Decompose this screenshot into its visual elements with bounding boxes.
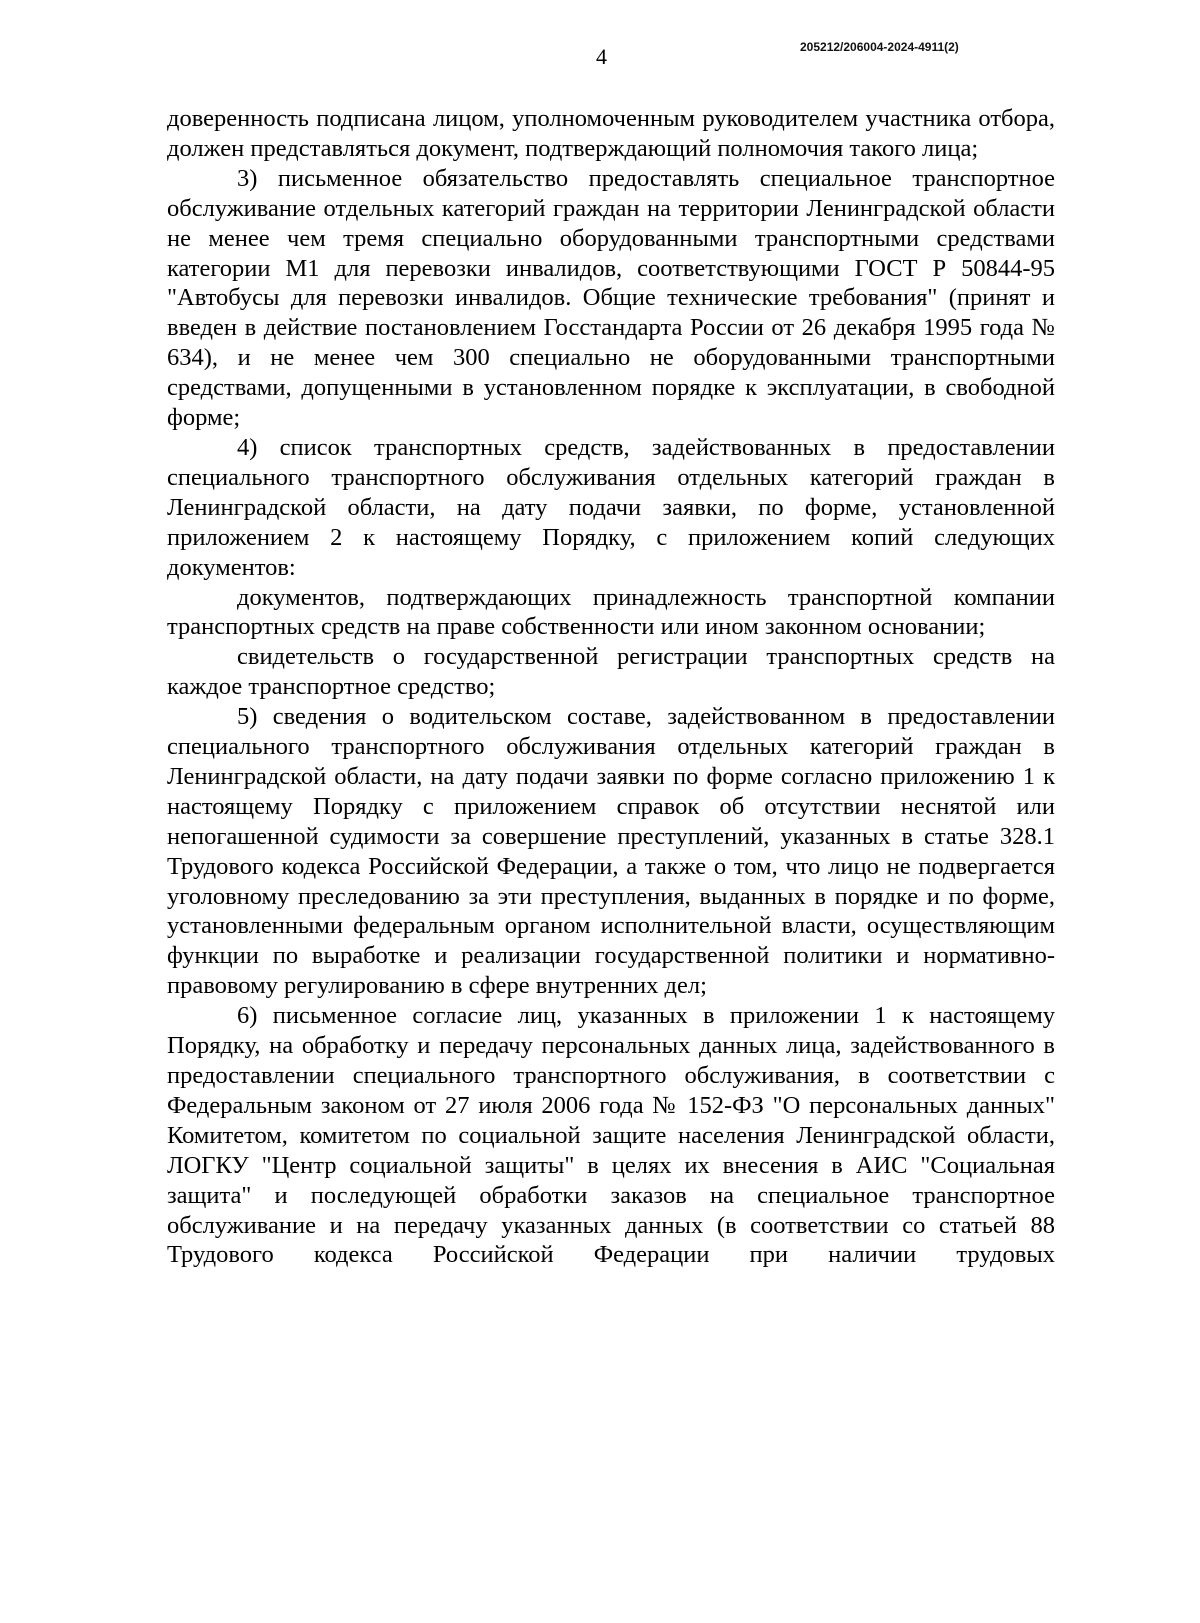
paragraph-ownership-documents: документов, подтверждающих принадлежность транспортной компании транспортных средств на праве собственности или ином законном основании;	[167, 583, 1055, 641]
paragraph-item-5: 5) сведения о водительском составе, задействованном в предоставлении специального транспортного обслуживания отдельных категорий граждан в Ленинградской области, на дату подачи заявки по форме согласно приложению 1 к настоящему Порядку с приложением справок об отсутствии неснятой или непогашенной судимости за совершение преступлений, указанных в статье 328.1 Трудового кодекса Российской Федерации, а также о том, что лицо не подвергается уголовному преследованию за эти преступления, выданных в порядке и по форме, установленными федеральным органом исполнительной власти, осуществляющим функции по выработке и реализации государственной политики и нормативно-правовому регулированию в сфере внутренних дел;	[167, 703, 1055, 1000]
page-number: 4	[596, 44, 607, 69]
paragraph-item-6: 6) письменное согласие лиц, указанных в приложении 1 к настоящему Порядку, на обработку и передачу персональных данных лица, задействованного в предоставлении специального транспортного обслуживания, в соответствии с Федеральным законом от 27 июля 2006 года № 152-ФЗ "О персональных данных" Комитетом, комитетом по социальной защите населения Ленинградской области, ЛОГКУ "Центр социальной защиты" в целях их внесения в АИС "Социальная защита" и последующей обработки заказов на специальное транспортное обслуживание и на передачу указанных данных (в соответствии со статьей 88 Трудового кодекса Российской Федерации при наличии трудовых	[167, 1002, 1055, 1269]
paragraph-registration-certificates: свидетельств о государственной регистрации транспортных средств на каждое транспортное средство;	[167, 643, 1055, 701]
paragraph-item-4: 4) список транспортных средств, задействованных в предоставлении специального транспортного обслуживания отдельных категорий граждан в Ленинградской области, на дату подачи заявки, по форме, установленной приложением 2 к настоящему Порядку, с приложением копий следующих документов:	[167, 433, 1055, 581]
document-body	[167, 104, 1055, 1270]
paragraph-power-of-attorney: доверенность подписана лицом, уполномоченным руководителем участника отбора, должен представляться документ, подтверждающий полномочия такого лица;	[167, 105, 1055, 162]
paragraph-item-3: 3) письменное обязательство предоставлять специальное транспортное обслуживание отдельных категорий граждан на территории Ленинградской области не менее чем тремя специально оборудованными транспортными средствами категории М1 для перевозки инвалидов, соответствующими ГОСТ Р 50844-95 "Автобусы для перевозки инвалидов. Общие технические требования" (принят и введен в действие постановлением Госстандарта России от 26 декабря 1995 года № 634), и не менее чем 300 специально не оборудованными транспортными средствами, допущенными в установленном порядке к эксплуатации, в свободной форме;	[167, 164, 1055, 432]
document-id: 205212/206004-2024-4911(2)	[800, 40, 959, 54]
